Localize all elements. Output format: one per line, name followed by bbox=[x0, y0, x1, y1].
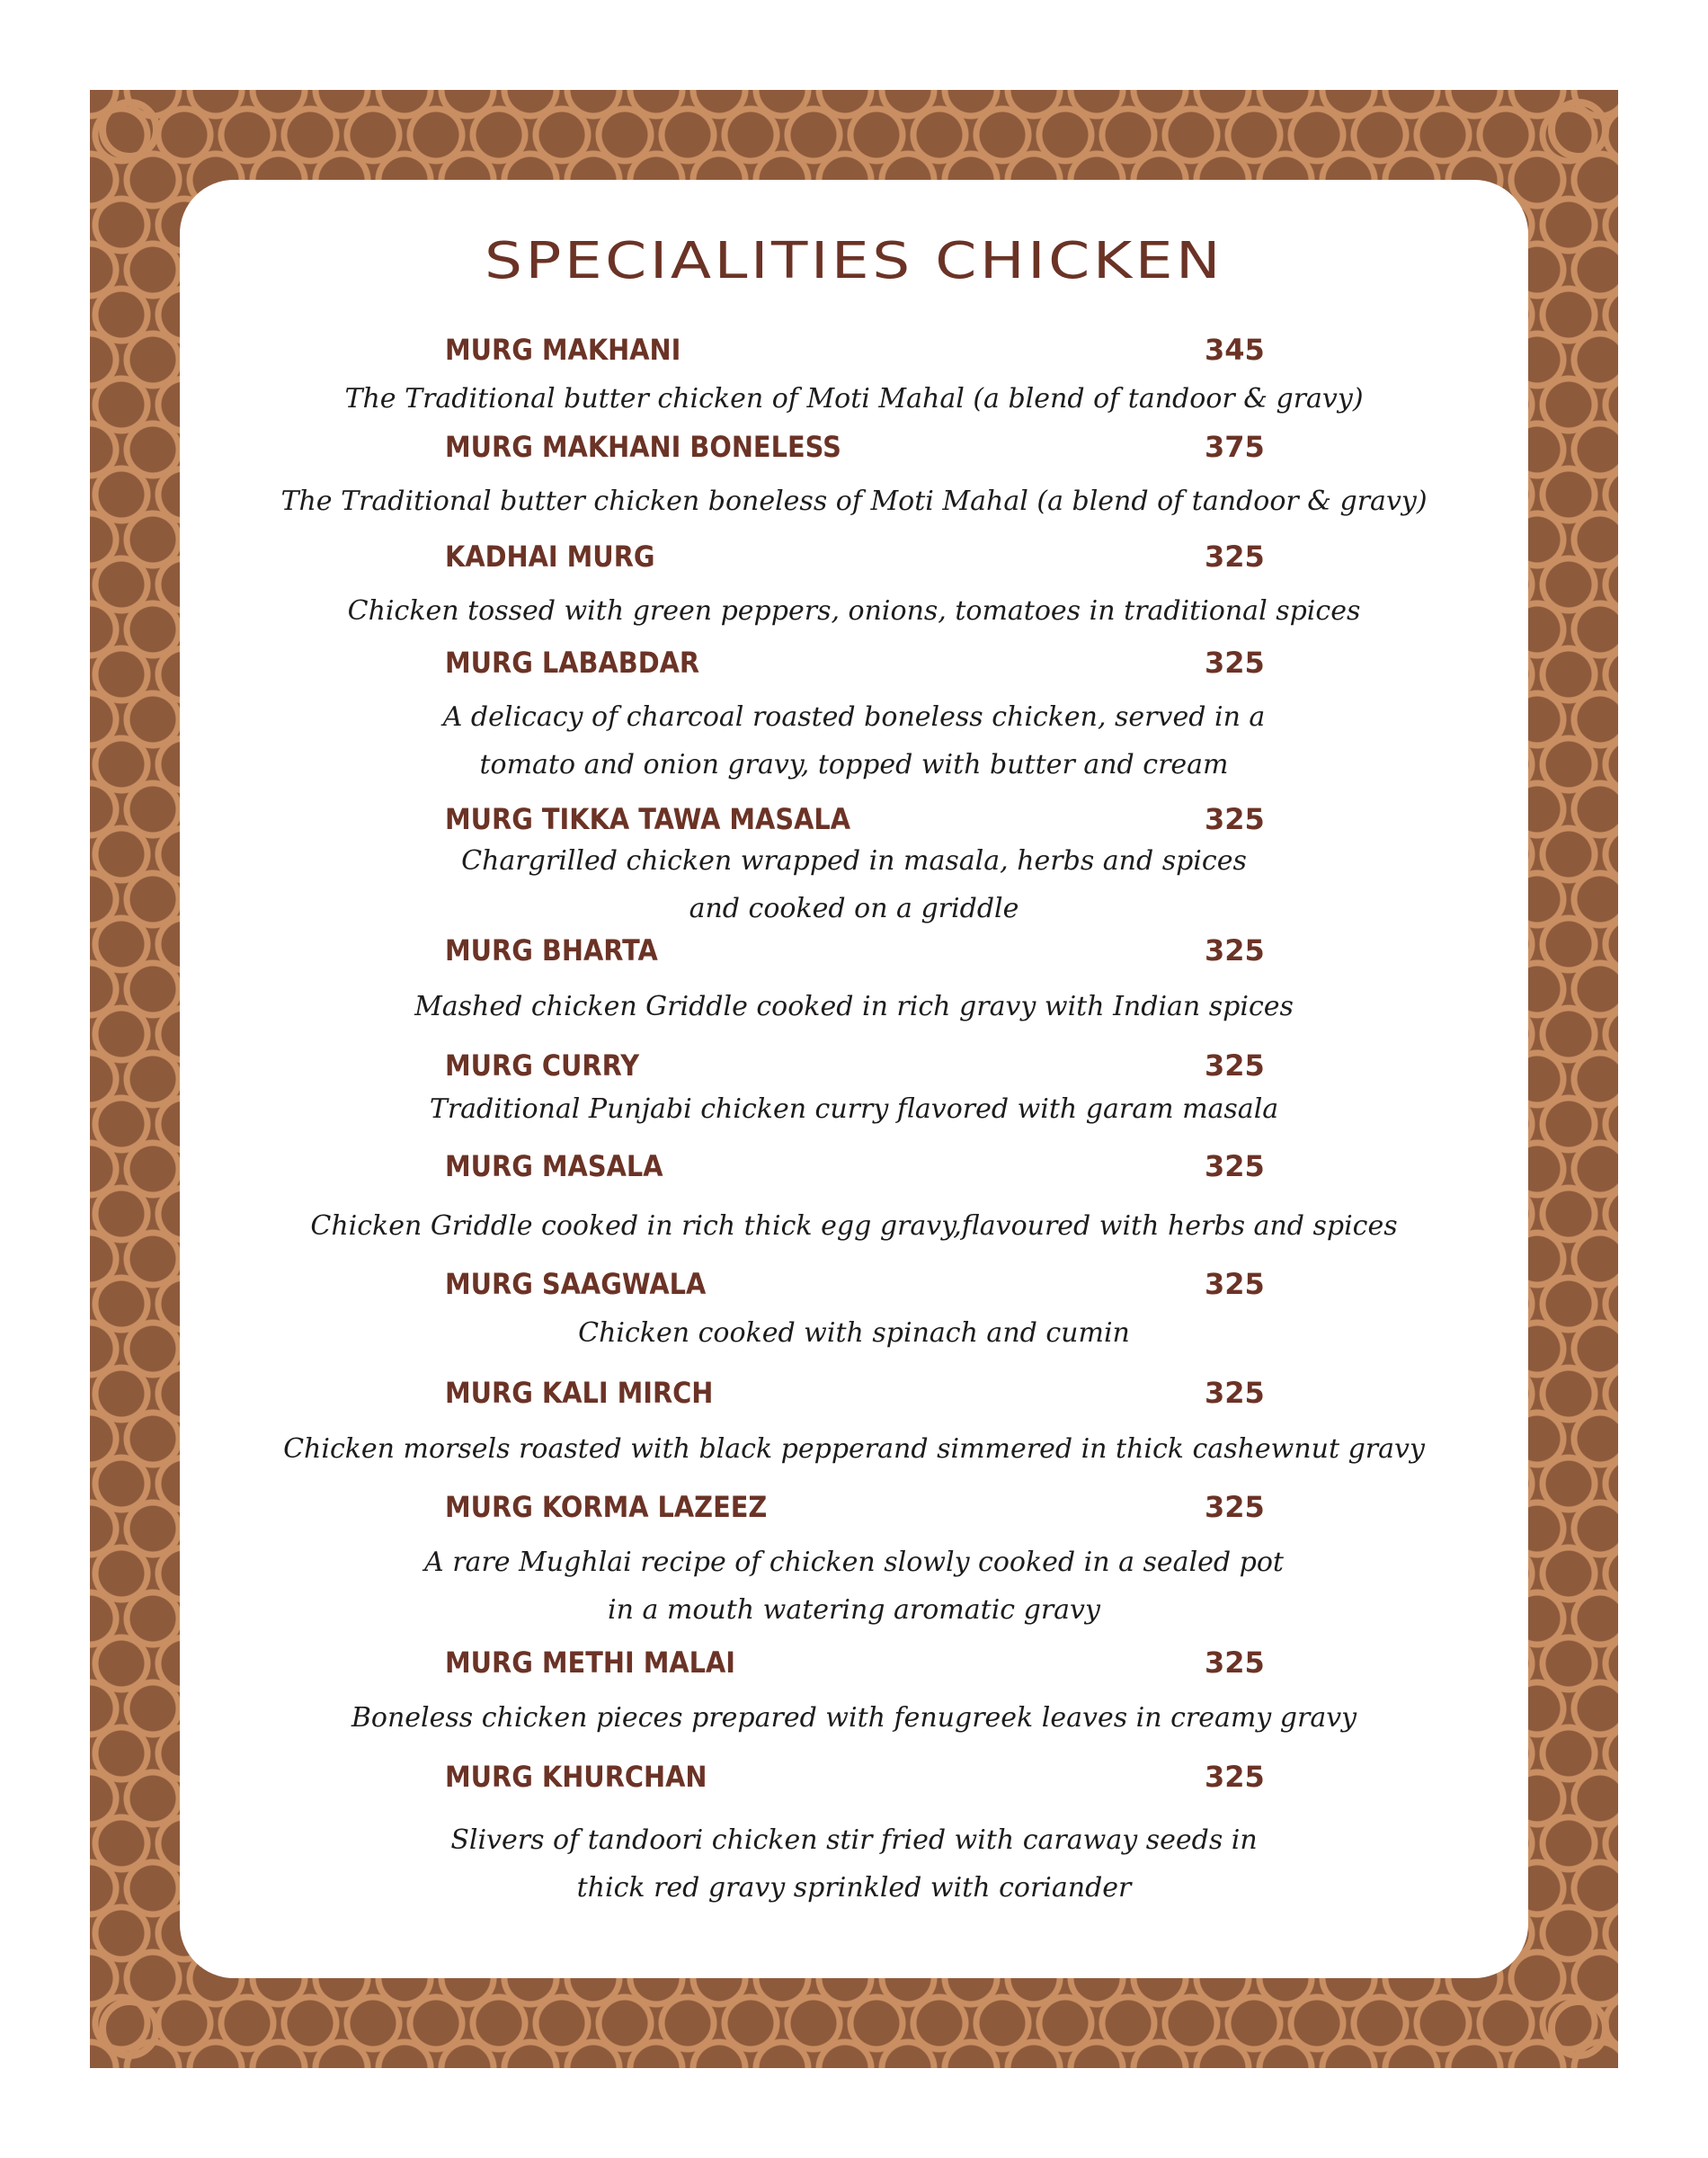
dish-description: A rare Mughlai recipe of chicken slowly cooked in a sealed pot bbox=[424, 1547, 1284, 1578]
dish-name: MURG MAKHANI BONELESS bbox=[445, 430, 841, 464]
dish-name: MURG KORMA LAZEEZ bbox=[445, 1490, 768, 1524]
dish-description: and cooked on a griddle bbox=[689, 893, 1019, 924]
dish-name: MURG KALI MIRCH bbox=[445, 1376, 714, 1410]
dish-name: MURG SAAGWALA bbox=[445, 1267, 707, 1301]
dish-description: Mashed chicken Griddle cooked in rich gravy with Indian spices bbox=[414, 991, 1294, 1022]
dish-description: The Traditional butter chicken of Moti Mahal (a blend of tandoor & gravy) bbox=[344, 383, 1364, 415]
dish-description: Chicken cooked with spinach and cumin bbox=[578, 1317, 1130, 1349]
dish-name: KADHAI MURG bbox=[445, 540, 655, 574]
dish-description: Chargrilled chicken wrapped in masala, herbs and spices bbox=[461, 845, 1247, 877]
corner-ring-decoration bbox=[99, 99, 160, 160]
dish-description: A delicacy of charcoal roasted boneless chicken, served in a bbox=[442, 701, 1266, 733]
dish-description: thick red gravy sprinkled with coriander bbox=[576, 1872, 1132, 1904]
dish-name: MURG TIKKA TAWA MASALA bbox=[445, 802, 851, 836]
dish-name: MURG MASALA bbox=[445, 1149, 663, 1183]
dish-description: tomato and onion gravy, topped with butter and cream bbox=[479, 749, 1229, 780]
dish-description: Boneless chicken pieces prepared with fenugreek leaves in creamy gravy bbox=[351, 1702, 1357, 1734]
dish-price: 325 bbox=[1205, 933, 1265, 968]
corner-ring-decoration bbox=[1548, 99, 1609, 160]
dish-name: MURG METHI MALAI bbox=[445, 1645, 736, 1680]
dish-price: 325 bbox=[1205, 802, 1265, 836]
corner-ring-decoration bbox=[1548, 1998, 1609, 2059]
dish-price: 325 bbox=[1205, 1760, 1265, 1794]
dish-price: 325 bbox=[1205, 1149, 1265, 1183]
dish-price: 345 bbox=[1205, 333, 1265, 367]
dish-name: MURG CURRY bbox=[445, 1048, 640, 1083]
corner-ring-decoration bbox=[99, 1998, 160, 2059]
dish-price: 325 bbox=[1205, 1376, 1265, 1410]
dish-description: Chicken morsels roasted with black pepperand simmered in thick cashewnut gravy bbox=[283, 1433, 1425, 1465]
dish-description: Chicken Griddle cooked in rich thick egg gravy,flavoured with herbs and spices bbox=[310, 1210, 1398, 1242]
menu-title: SPECIALITIES CHICKEN bbox=[484, 232, 1224, 290]
dish-price: 325 bbox=[1205, 540, 1265, 574]
dish-name: MURG MAKHANI bbox=[445, 333, 681, 367]
dish-name: MURG KHURCHAN bbox=[445, 1760, 707, 1794]
dish-price: 325 bbox=[1205, 1645, 1265, 1680]
dish-price: 325 bbox=[1205, 1267, 1265, 1301]
dish-price: 325 bbox=[1205, 646, 1265, 680]
dish-price: 325 bbox=[1205, 1490, 1265, 1524]
dish-description: The Traditional butter chicken boneless of Moti Mahal (a blend of tandoor & gravy) bbox=[280, 486, 1428, 517]
dish-description: Traditional Punjabi chicken curry flavored with garam masala bbox=[429, 1093, 1279, 1125]
dish-name: MURG LABABDAR bbox=[445, 646, 700, 680]
dish-name: MURG BHARTA bbox=[445, 933, 658, 968]
dish-description: in a mouth watering aromatic gravy bbox=[608, 1594, 1100, 1626]
dish-price: 375 bbox=[1205, 430, 1265, 464]
dish-description: Slivers of tandoori chicken stir fried with caraway seeds in bbox=[450, 1824, 1258, 1856]
dish-description: Chicken tossed with green peppers, onions, tomatoes in traditional spices bbox=[347, 595, 1361, 627]
dish-price: 325 bbox=[1205, 1048, 1265, 1083]
